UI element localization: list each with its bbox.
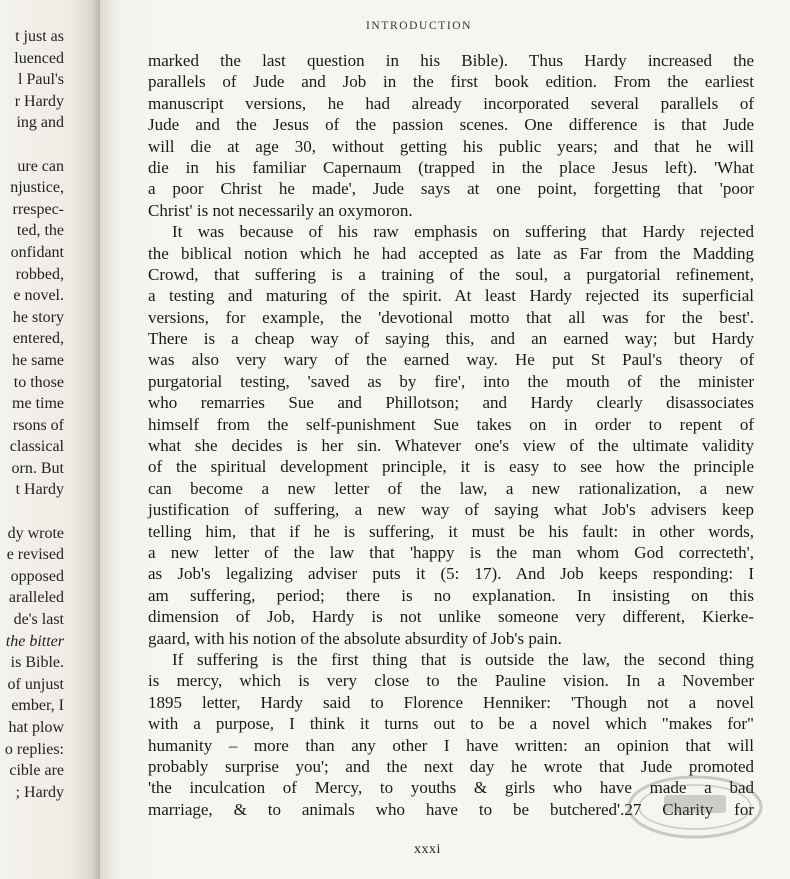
text-line: versions, for example, the 'devotional motto that all was for the best'. (148, 307, 754, 327)
text-line: There is a cheap way of saying this, and an earned way; but Hardy (148, 329, 754, 349)
text-line: 'the inculcation of Mercy, to youths & girls who have made a bad (148, 778, 754, 798)
left-line: rrespec- (12, 200, 64, 218)
book-page (100, 0, 790, 879)
facing-page-edge (0, 0, 100, 879)
left-line: he same (12, 351, 64, 369)
left-line: opposed (10, 567, 64, 585)
left-line (5, 134, 64, 156)
paragraph-start-line: It was because of his raw emphasis on suffering that Hardy rejected (172, 222, 754, 242)
facing-page-text-fragments (5, 26, 64, 803)
running-head: INTRODUCTION (366, 20, 473, 32)
left-line: aralleled (8, 589, 64, 607)
left-line: orn. But (11, 459, 64, 477)
text-line: will die at age 30, without getting his public years; and that he will (148, 136, 754, 156)
left-line: entered, (12, 330, 64, 348)
text-line: a new letter of the law that 'happy is the man whom God correcteth', (148, 542, 754, 562)
text-line: purgatorial testing, 'saved as by fire', into the mouth of the minister (148, 371, 754, 391)
left-line: onfidant (10, 243, 64, 261)
text-line: parallels of Jude and Job in the first book edition. From the earliest (148, 72, 754, 92)
left-line: me time (12, 395, 64, 413)
text-line: who remarries Sue and Phillotson; and Hardy clearly disassociates (148, 393, 754, 413)
text-line: manuscript versions, he had already incorporated several parallels of (148, 93, 754, 113)
text-line: the biblical notion which he had accepted as late as Far from the Madding (148, 243, 754, 263)
left-line: ; Hardy (15, 783, 64, 801)
left-line: classical (9, 438, 64, 456)
text-line: Christ' is not necessarily an oxymoron. (148, 200, 413, 220)
left-line: ing and (16, 114, 64, 132)
text-line: of the spiritual development principle, it is easy to see how the principle (148, 457, 754, 477)
left-line: luenced (14, 49, 64, 67)
text-line: himself from the self-punishment Sue takes on in order to repent of (148, 414, 754, 434)
left-line: t just as (15, 28, 64, 45)
text-line: die in his familiar Capernaum (trapped in the place Jesus left). 'What (148, 157, 754, 177)
left-line: e revised (6, 546, 64, 564)
body-text (148, 50, 754, 820)
text-line: a testing and maturing of the spirit. At least Hardy rejected its superficial (148, 286, 754, 306)
left-line: o replies: (4, 740, 64, 758)
text-line: was also very wary of the earned way. He put St Paul's theory of (148, 350, 754, 370)
text-line: humanity – more than any other I have written: an opinion that will (148, 735, 754, 755)
text-line: Jude and the Jesus of the passion scenes. One difference is that Jude (148, 115, 754, 135)
text-line: with a purpose, I think it turns out to be a novel which "makes for" (148, 714, 754, 734)
text-line: 1895 letter, Hardy said to Florence Henniker: 'Though not a novel (148, 692, 754, 712)
left-line: l Paul's (18, 71, 64, 89)
text-line: a poor Christ he made', Jude says at one point, forgetting that 'poor (148, 179, 754, 199)
text-line: telling him, that if he is suffering, it must be his fault: in other words, (148, 521, 754, 541)
left-line: r Hardy (14, 92, 64, 110)
left-line: hat plow (8, 719, 64, 736)
left-line: to those (13, 373, 64, 391)
left-line: is Bible. (10, 654, 64, 672)
left-line: of unjust (7, 675, 64, 693)
left-line: ember, I (11, 697, 64, 715)
text-line: marked the last question in his Bible). Thus Hardy increased the (148, 51, 754, 70)
text-line: can become a new letter of the law, a new rationalization, a new (148, 478, 754, 498)
left-line: the bitter (5, 632, 64, 650)
left-line: he story (12, 308, 64, 326)
text-line: Crowd, that suffering is a training of the soul, a purgatorial refinement, (148, 264, 754, 284)
text-line: gaard, with his notion of the absolute absurdity of Job's pain. (148, 628, 562, 648)
text-line: marriage, & to animals who have to be butchered'.27 Charity for (148, 799, 754, 819)
left-line: de's last (13, 611, 64, 629)
left-line: e novel. (13, 287, 64, 305)
left-line: cible are (9, 762, 64, 780)
page-number: xxxi (414, 842, 441, 857)
watermark-stamp-icon (624, 771, 766, 843)
left-line (5, 501, 64, 523)
text-line: probably surprise you'; and the next day he wrote that Jude promoted (148, 756, 754, 776)
text-line: as Job's legalizing adviser puts it (5: 17). And Job keeps responding: I (148, 564, 754, 584)
left-line: rsons of (12, 416, 64, 434)
left-line: dy wrote (7, 524, 64, 542)
text-line: what she decides is her sin. Whatever one's view of the ultimate validity (148, 436, 754, 456)
paragraph-start-line: If suffering is the first thing that is outside the law, the second thing (172, 649, 754, 669)
text-line: dimension of Job, Hardy is not unlike someone very different, Kierke- (148, 607, 754, 627)
text-line: justification of suffering, a new way of saying what Job's advisers keep (148, 500, 754, 520)
text-line: is mercy, which is very close to the Pauline vision. In a November (148, 671, 754, 691)
left-line: ure can (17, 157, 64, 175)
left-line: t Hardy (15, 481, 64, 499)
left-line: ted, the (16, 222, 64, 240)
left-line: njustice, (10, 179, 64, 197)
left-line: robbed, (15, 265, 64, 283)
text-line: am suffering, period; there is no explanation. In insisting on this (148, 585, 754, 605)
